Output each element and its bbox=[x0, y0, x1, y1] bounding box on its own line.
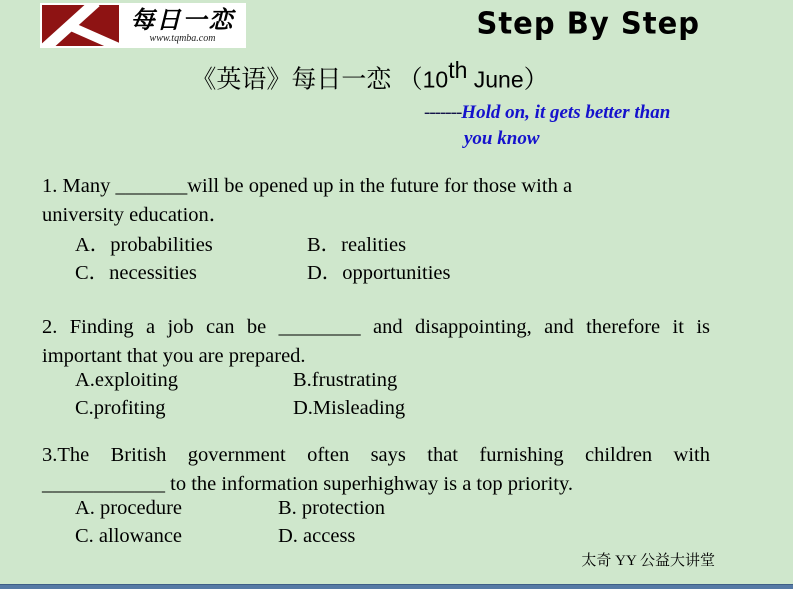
question-2-options bbox=[42, 366, 710, 422]
logo-brand-text: 每日一恋 bbox=[130, 8, 235, 34]
question-3-line2: ____________ to the information superhighway is a top priority. bbox=[42, 472, 574, 495]
options-row bbox=[75, 231, 710, 259]
option-a: A. procedure bbox=[75, 497, 183, 519]
question-3 bbox=[42, 441, 710, 498]
question-3-options bbox=[42, 494, 710, 550]
logo-website: www.tqmba.com bbox=[149, 33, 216, 44]
window-bottom-edge bbox=[0, 584, 793, 589]
question-1-line2: university education． bbox=[42, 203, 230, 226]
footer-credit: 太奇 YY 公益大讲堂 bbox=[581, 553, 715, 569]
option-c: C. allowance bbox=[75, 525, 183, 547]
option-b: B. protection bbox=[278, 497, 386, 519]
options-row bbox=[75, 394, 710, 422]
page-title bbox=[0, 57, 740, 95]
motto-line2: you know bbox=[464, 128, 540, 149]
title-month: June bbox=[467, 66, 524, 93]
question-2 bbox=[42, 313, 710, 370]
brand-logo bbox=[40, 3, 246, 48]
option-d: D．opportunities bbox=[307, 262, 451, 284]
motto bbox=[424, 100, 704, 152]
question-1 bbox=[42, 172, 710, 229]
motto-text1: Hold on, it gets better than bbox=[461, 102, 671, 123]
options-row bbox=[75, 522, 710, 550]
motto-dashes: ------- bbox=[424, 102, 462, 123]
option-c: C.profiting bbox=[75, 397, 166, 419]
option-b: B．realities bbox=[307, 234, 407, 256]
option-a: A.exploiting bbox=[75, 369, 179, 391]
option-a: A．probabilities bbox=[75, 234, 213, 256]
question-3-line1: 3.The British government often says that furnishing children with bbox=[42, 444, 710, 466]
question-2-line1: 2. Finding a job can be ________ and disappointing, and therefore it is bbox=[42, 316, 710, 338]
options-row bbox=[75, 259, 710, 287]
motto-line1 bbox=[424, 100, 704, 126]
option-b: B.frustrating bbox=[293, 369, 398, 391]
option-c: C．necessities bbox=[75, 262, 197, 284]
logo-mark-icon bbox=[42, 5, 119, 46]
title-day: 10 bbox=[422, 66, 449, 93]
title-close-paren: ） bbox=[523, 66, 549, 94]
logo-text bbox=[119, 7, 246, 44]
question-2-line2: important that you are prepared. bbox=[42, 344, 306, 367]
title-day-suffix: th bbox=[448, 57, 468, 83]
slogan: Step By Step bbox=[476, 5, 700, 41]
question-1-line1: 1. Many _______will be opened up in the future for those with a bbox=[42, 175, 573, 197]
title-chinese: 《英语》每日一恋 （ bbox=[191, 66, 423, 94]
option-d: D.Misleading bbox=[293, 397, 406, 419]
option-d: D. access bbox=[278, 525, 356, 547]
question-1-options bbox=[42, 231, 710, 287]
options-row bbox=[75, 366, 710, 394]
options-row bbox=[75, 494, 710, 522]
